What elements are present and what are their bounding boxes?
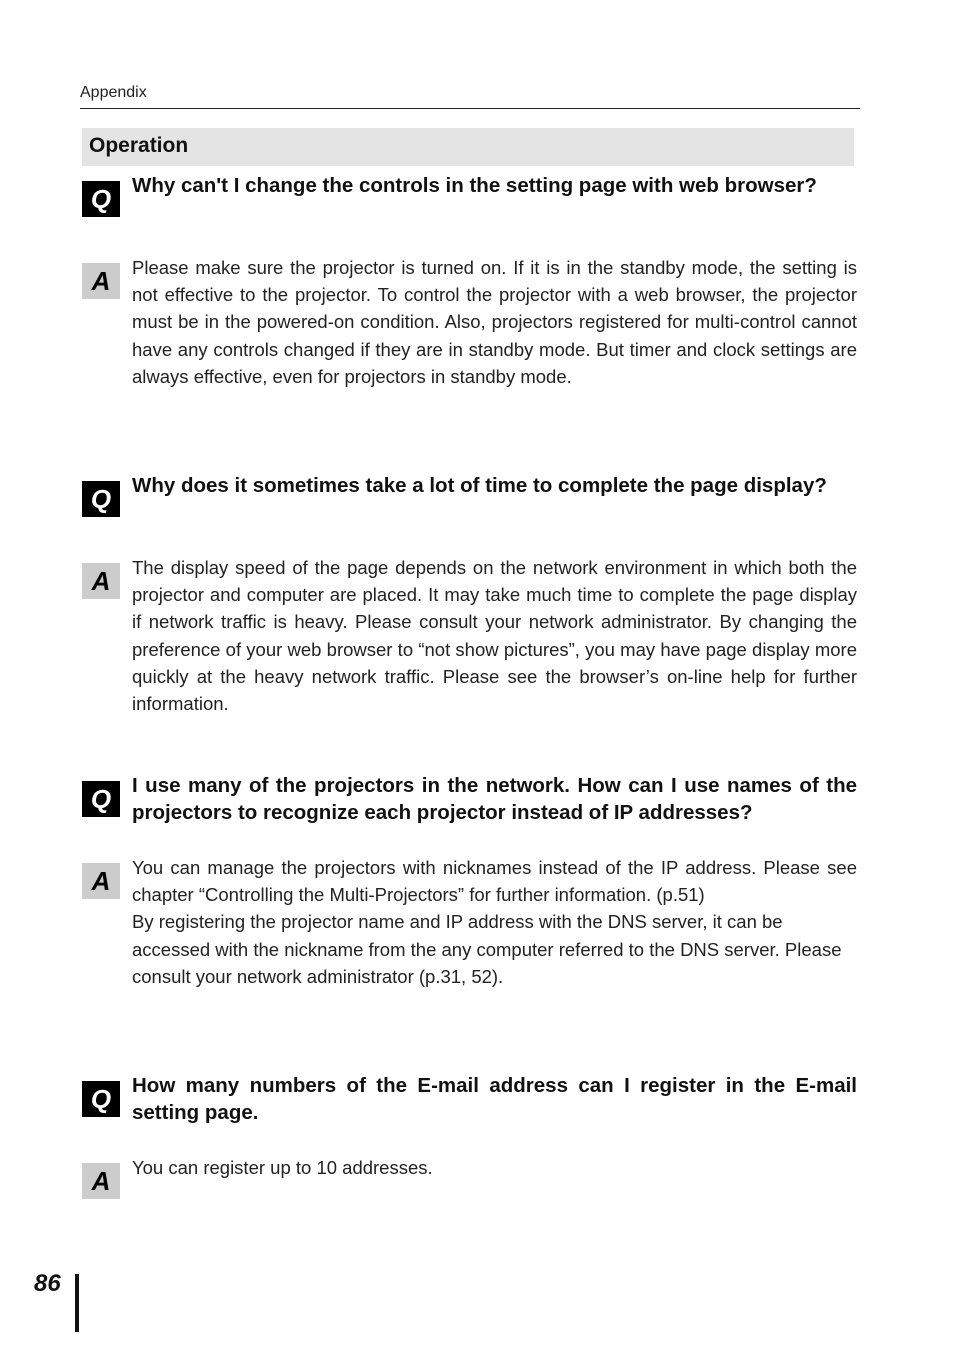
- answer-3: [132, 854, 857, 990]
- answer-badge-2: A: [82, 563, 120, 599]
- answer-badge-3: A: [82, 863, 120, 899]
- question-4: How many numbers of the E-mail address can I register in the E-mail setting page.: [132, 1074, 857, 1124]
- answer-badge-1: A: [82, 263, 120, 299]
- section-bar: [82, 128, 854, 166]
- answer-1: [132, 254, 857, 390]
- header-rule: [80, 108, 860, 109]
- page-number: 86: [34, 1270, 61, 1297]
- page-number-bar: [75, 1274, 79, 1332]
- question-1: Why can't I change the controls in the setting page with web browser?: [132, 174, 817, 197]
- running-head: Appendix: [80, 84, 147, 101]
- section-title: Operation: [89, 134, 189, 157]
- answer-3-paragraph-1: You can manage the projectors with nicknames instead of the IP address. Please see chapter “Controlling the Multi-Projectors” for further information. (p.51): [132, 857, 857, 906]
- question-3: I use many of the projectors in the network. How can I use names of the projectors to recognize each projector instead of IP addresses?: [132, 774, 857, 824]
- answer-1-paragraph-1: Please make sure the projector is turned on. If it is in the standby mode, the setting is not effective to the projector. To control the projector with a web browser, the projector must be in the powered-on condition. Also, projectors registered for multi-control cannot have any controls changed if they are in standby mode. But timer and clock settings are always effective, even for projectors in standby mode.: [132, 257, 857, 387]
- question-badge-3: Q: [82, 781, 120, 817]
- question-2: Why does it sometimes take a lot of time to complete the page display?: [132, 474, 827, 497]
- answer-3-paragraph-2: By registering the projector name and IP address with the DNS server, it can be accessed with the nickname from the any computer referred to the DNS server. Please consult your network administrator (p.31, 52).: [132, 911, 842, 987]
- answer-4-paragraph-1: You can register up to 10 addresses.: [132, 1157, 433, 1178]
- question-badge-1: Q: [82, 181, 120, 217]
- question-badge-2: Q: [82, 481, 120, 517]
- answer-2-paragraph-1: The display speed of the page depends on the network environment in which both the projector and computer are placed. It may take much time to complete the page display if network traffic is heavy. Please consult your network administrator. By changing the preference of your web browser to “not show pictures”, you may have page display more quickly at the heavy network traffic. Please see the browser’s on-line help for further information.: [132, 557, 857, 715]
- answer-2: [132, 554, 857, 717]
- answer-badge-4: A: [82, 1163, 120, 1199]
- question-badge-4: Q: [82, 1081, 120, 1117]
- answer-4: [132, 1154, 857, 1181]
